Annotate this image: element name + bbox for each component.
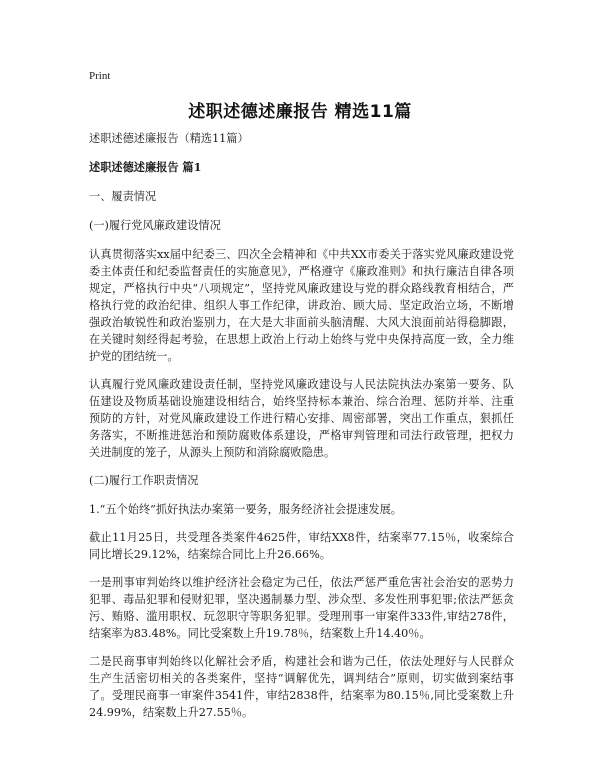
paragraph: 截止11月25日，共受理各类案件4625件，审结XX8件，结案率77.15％，收案综合同比增长29.12%，结案综合同比上升26.66%。 [89,531,514,561]
page-title: 述职述德述廉报告 精选11篇 [188,102,412,122]
paragraph: 一是刑事审判始终以维护经济社会稳定为己任，依法严惩严重危害社会治安的恶势力犯罪、毒品犯罪和侵财犯罪，坚决遏制暴力型、涉众型、多发性刑事犯罪;依法严惩贪污、贿赂、滥用职权、玩忽职守等职务犯罪。受理刑事一审案件333件,审结278件，结案率为83.48%。同比受案数上升19.78％，结案数上升14.40％。 [89,576,514,640]
heading-duties: (二)履行工作职责情况 [89,474,199,487]
paragraph: 认真贯彻落实xx届中纪委三、四次全会精神和《中共XX市委关于落实党风廉政建设党委主体责任和纪委监督责任的实施意见》，严格遵守《廉政准则》和执行廉洁自律各项规定，严格执行中央“八项规定”，坚持党风廉政建设与党的群众路线教育相结合，严格执行党的政治纪律、组织人事工作纪律，讲政治、顾大局、坚定政治立场，不断增强政治敏锐性和政治鉴别力，在大是大非面前头脑清醒、大风大浪面前站得稳脚跟，在关键时刻经得起考验，在思想上政治上行动上始终与党中央保持高度一致，全力维护党的团结统一。 [89,248,514,363]
heading-party-integrity: (一)履行党风廉政建设情况 [89,219,221,232]
print-label: Print [89,70,111,82]
section-title: 述职述德述廉报告 篇1 [89,160,202,174]
heading-performance: 一、履责情况 [89,190,157,203]
document-subtitle: 述职述德述廉报告（精选11篇） [89,132,249,145]
paragraph: 认真履行党风廉政建设责任制，坚持党风廉政建设与人民法院执法办案第一要务、队伍建设及物质基础设施建设相结合，始终坚持标本兼治、综合治理、惩防并举、注重预防的方针，对党风廉政建设工作进行精心安排、周密部署，突出工作重点，狠抓任务落实，不断推进惩治和预防腐败体系建设，严格审判管理和司法行政管理，把权力关进制度的笼子，从源头上预防和消除腐败隐患。 [89,378,514,459]
paragraph: 1.“五个始终”抓好执法办案第一要务，服务经济社会提速发展。 [89,503,402,516]
document-body [89,130,514,732]
paragraph: 二是民商事审判始终以化解社会矛盾，构建社会和谐为己任，依法处理好与人民群众生产生活密切相关的各类案件，坚持“调解优先，调判结合”原则，切实做到案结事了。受理民商事一审案件3541件，审结2838件，结案率为80.15％,同比受案数上升24.99%，结案数上升27.55％。 [89,655,514,719]
